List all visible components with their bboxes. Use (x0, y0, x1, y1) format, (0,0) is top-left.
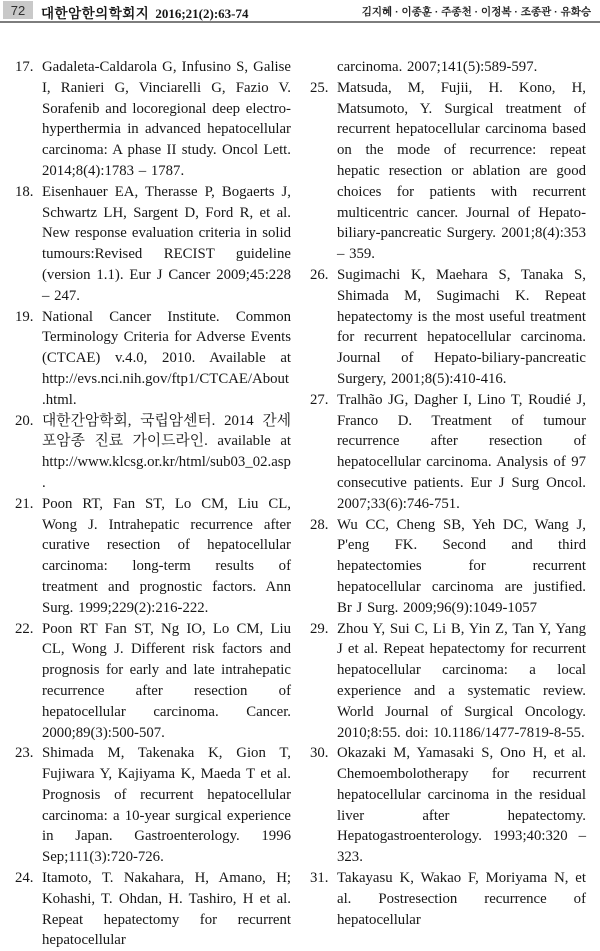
page-header (0, 0, 600, 22)
reference-number: 26. (310, 266, 329, 283)
reference-item (15, 182, 291, 307)
reference-number: 25. (310, 79, 329, 96)
reference-number: 17. (15, 59, 34, 75)
references-column-right (310, 57, 586, 951)
reference-text: carcinoma. 2007;141(5):589-597. (337, 59, 538, 75)
reference-number: 23. (15, 745, 34, 762)
journal-header (41, 2, 248, 23)
reference-text: Itamoto, T. Nakahara, H, Amano, H; Kohashi, T. Ohdan, H. Tashiro, H et al. Repeat hepatectomy for recurrent hepatocellular (42, 870, 291, 949)
reference-number: 24. (15, 870, 34, 887)
reference-text: Gadaleta-Caldarola G, Infusino S, Galise I, Ranieri G, Vinciarelli G, Fazio V. Sorafenib and locoregional deep electro-hyperthermia in advanced hepatocellular carcinoma: A phase II study. Oncol Lett. 2014;8(4):1783 – 1787. (42, 59, 291, 179)
reference-item (15, 868, 291, 951)
reference-number: 21. (15, 495, 34, 512)
reference-number: 29. (310, 620, 329, 637)
reference-number: 30. (310, 745, 329, 762)
reference-text: Matsuda, M, Fujii, H. Kono, H, Matsumoto, Y. Surgical treatment of recurrent hepatocellular carcinoma based on the mode of recurrence: repeat hepatic resection or ablation are good choices for patients with recurrent multicentric cancer. Journal of Hepato-biliary-pancreatic Surgery. 2001;8(4):353 – 359. (337, 79, 586, 263)
reference-item (310, 78, 586, 265)
references-column-left (15, 57, 291, 951)
reference-item (15, 494, 291, 619)
reference-item (15, 307, 291, 411)
reference-item (310, 619, 586, 744)
reference-item-continuation (310, 57, 586, 78)
reference-text: Eisenhauer EA, Therasse P, Bogaerts J, Schwartz LH, Sargent D, Ford R, et al. New response evaluation criteria in solid tumours:Revised RECIST guideline (version 1.1). Eur J Cancer 2009;45:228 – 247. (42, 183, 291, 304)
reference-text: Poon RT, Fan ST, Lo CM, Liu CL, Wong J. Intrahepatic recurrence after curative resection of hepatocellular carcinoma: long-term results of treatment and prognostic factors. Ann Surg. 1999;229(2):216-222. (42, 495, 291, 616)
reference-item (15, 57, 291, 182)
reference-text: 대한간암학회, 국립암센터. 2014 간세포암종 진료 가이드라인. available at http://www.klcsg.or.kr/html/sub03_02.asp. (42, 412, 291, 491)
reference-text: Wu CC, Cheng SB, Yeh DC, Wang J, P'eng FK. Second and third hepatectomies for recurrent hepatocellular carcinoma are justified. Br J Surg. 2009;96(9):1049-1057 (337, 516, 586, 616)
reference-text: Shimada M, Takenaka K, Gion T, Fujiwara Y, Kajiyama K, Maeda T et al. Prognosis of recurrent hepatocellular carcinoma: a 10-year surgical experience in Japan. Gastroenterology. 1996 Sep;111(3):720-726. (42, 745, 291, 866)
reference-number: 19. (15, 308, 34, 325)
reference-item (15, 411, 291, 494)
reference-text: Takayasu K, Wakao F, Moriyama N, et al. Postresection recurrence of hepatocellular (337, 870, 586, 928)
reference-text: National Cancer Institute. Common Terminology Criteria for Adverse Events (CTCAE) v.4.0, 2010. Available at http://evs.nci.nih.gov/ftp1/CTCAE/About.html. (42, 308, 291, 408)
authors-list: 김지혜 · 이종훈 · 주종천 · 이정복 · 조종관 · 유화승 (361, 6, 591, 18)
reference-item (310, 390, 586, 515)
reference-number: 28. (310, 516, 329, 533)
reference-item (15, 619, 291, 744)
reference-number: 27. (310, 391, 329, 408)
reference-item (310, 868, 586, 930)
reference-text: Tralhão JG, Dagher I, Lino T, Roudié J, Franco D. Treatment of tumour recurrence after resection of hepatocellular carcinoma. Analysis of 97 consecutive patients. Eur J Surg Oncol. 2007;33(6):746-751. (337, 391, 586, 512)
reference-text: Poon RT Fan ST, Ng IO, Lo CM, Liu CL, Wong J. Different risk factors and prognosis for early and late intrahepatic recurrence after resection of hepatocellular carcinoma. Cancer. 2000;89(3):500-507. (42, 620, 291, 741)
reference-item (15, 743, 291, 868)
reference-number: 18. (15, 183, 34, 200)
reference-text: Zhou Y, Sui C, Li B, Yin Z, Tan Y, Yang J et al. Repeat hepatectomy for recurrent hepatocellular carcinoma: a local experience and a systematic review. World Journal of Surgical Oncology. 2010;8:55. doi: 10.1186/1477-7819-8-55. (337, 620, 586, 741)
reference-number: 20. (15, 412, 34, 429)
reference-number: 22. (15, 620, 34, 637)
references-section (0, 22, 600, 951)
reference-text: Sugimachi K, Maehara S, Tanaka S, Shimada M, Sugimachi K. Repeat hepatectomy is the most useful treatment for recurrent hepatocellular carcinoma. Journal of Hepato-biliary-pancreatic Surgery, 2001;8(5):410-416. (337, 266, 586, 387)
journal-issue: 2016;21(2):63-74 (155, 6, 249, 21)
reference-item (310, 265, 586, 390)
journal-title: 대한암한의학회지 (41, 6, 150, 21)
header-divider (0, 21, 600, 23)
reference-item (310, 515, 586, 619)
reference-number: 31. (310, 870, 329, 887)
reference-text: Okazaki M, Yamasaki S, Ono H, et al. Chemoembolotherapy for recurrent hepatocellular carcinoma in the residual liver after hepatectomy. Hepatogastroenterology. 1993;40:320 – 323. (337, 745, 586, 866)
page-number: 72 (3, 1, 33, 19)
reference-item (310, 743, 586, 868)
